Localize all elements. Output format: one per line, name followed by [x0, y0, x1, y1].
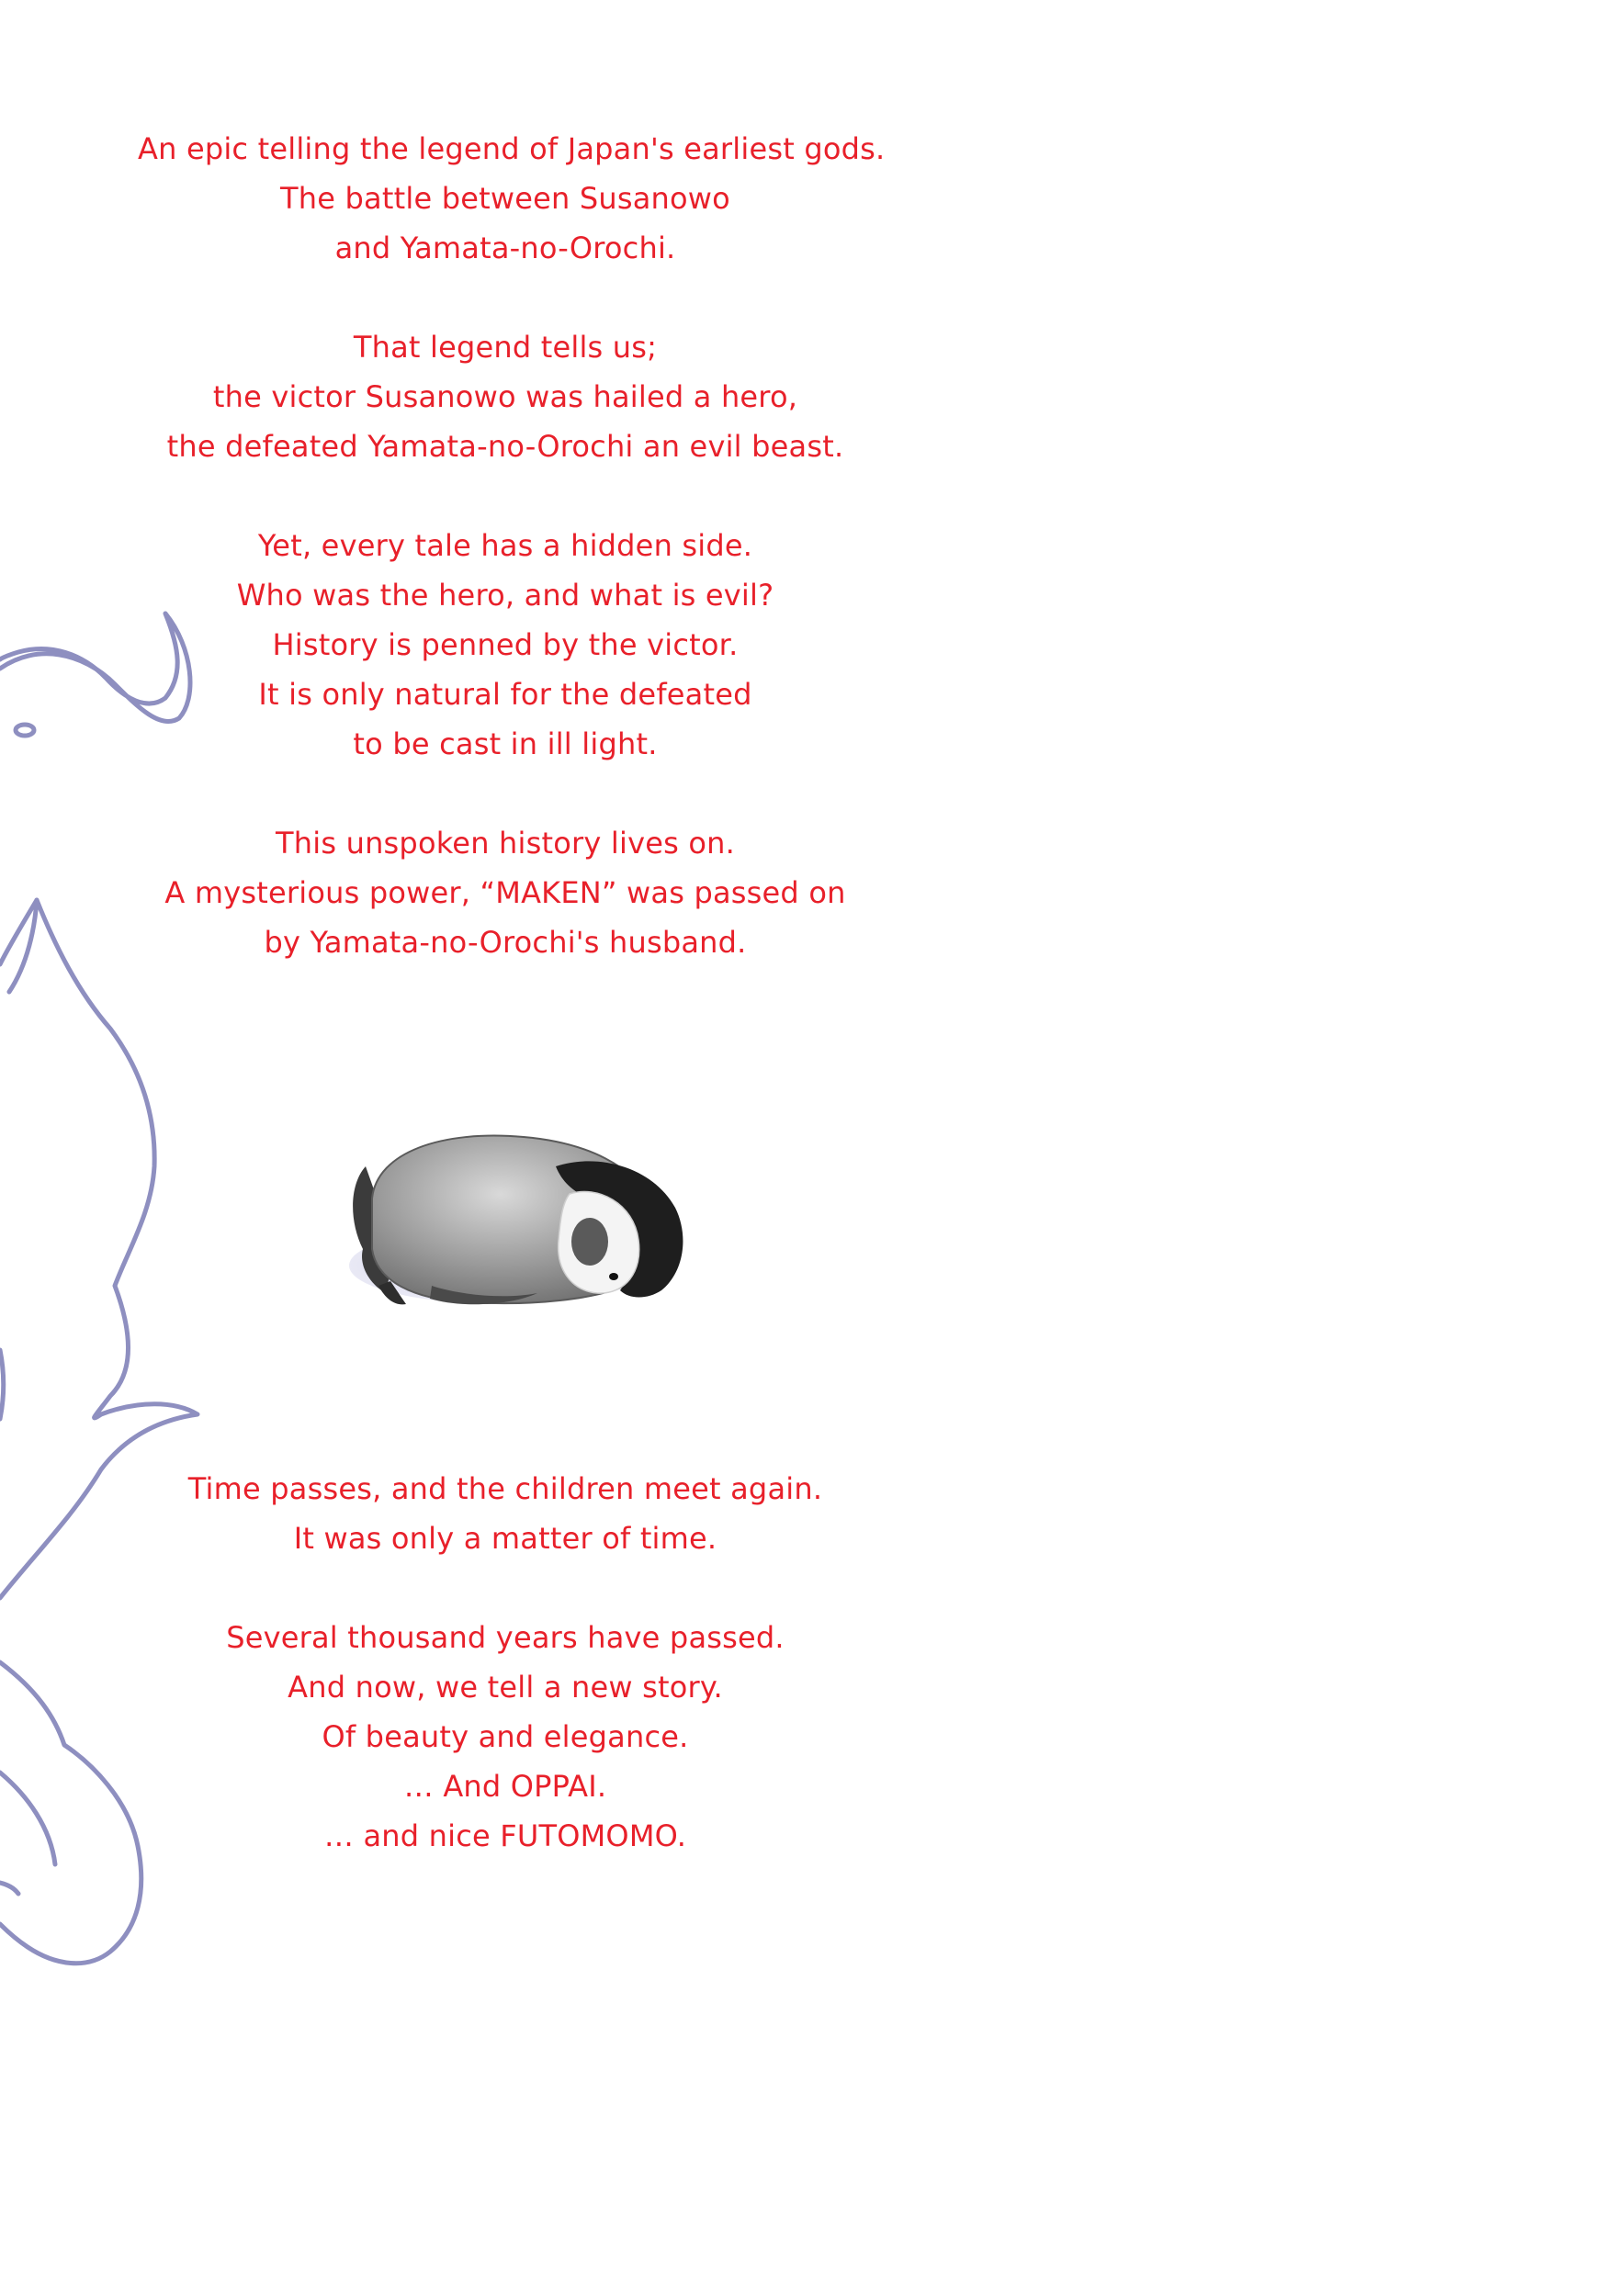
text-line: to be cast in ill light.: [353, 726, 658, 761]
text-line: The battle between Susanowo: [280, 181, 730, 216]
text-line: … And OPPAI.: [403, 1769, 607, 1804]
text-line: Of beauty and elegance.: [322, 1719, 689, 1754]
text-line: It is only natural for the defeated: [258, 677, 752, 712]
text-line: … and nice FUTOMOMO.: [323, 1818, 687, 1853]
text-line: An epic telling the legend of Japan's earliest gods.: [138, 131, 886, 166]
text-line: Yet, every tale has a hidden side.: [257, 528, 753, 563]
text-line: Who was the hero, and what is evil?: [236, 578, 774, 613]
text-line: This unspoken history lives on.: [276, 826, 735, 861]
sketch-hair-strand: [9, 900, 37, 992]
text-line: History is penned by the victor.: [272, 627, 739, 662]
intro-stanza-1: [138, 124, 886, 273]
outro-stanza-1: [138, 1464, 873, 1563]
sketch-lower-tick: [0, 1883, 18, 1894]
intro-text-block: [138, 124, 886, 1017]
sketch-lower-form: [0, 1662, 141, 1964]
text-line: It was only a matter of time.: [293, 1521, 717, 1556]
intro-stanza-2: [138, 322, 873, 471]
penguin-eye-patch: [571, 1218, 608, 1266]
intro-stanza-4: [138, 818, 873, 967]
text-line: Time passes, and the children meet again.: [187, 1471, 823, 1506]
penguin-chick-illustration: [322, 1111, 707, 1322]
intro-stanza-3: [138, 521, 873, 769]
outro-stanza-2: [138, 1613, 873, 1861]
sketch-eye-mark: [16, 725, 34, 736]
sketch-hair-strand-lower: [0, 1350, 4, 1419]
text-line: A mysterious power, “MAKEN” was passed on: [164, 875, 846, 910]
sketch-lower-curve: [0, 1773, 55, 1864]
text-line: And now, we tell a new story.: [288, 1670, 723, 1705]
penguin-eye: [609, 1273, 618, 1280]
text-line: That legend tells us;: [353, 330, 658, 365]
outro-text-block: [138, 1464, 873, 1910]
text-line: the victor Susanowo was hailed a hero,: [212, 379, 798, 414]
text-line: the defeated Yamata-no-Orochi an evil beast.: [166, 429, 844, 464]
text-line: and Yamata-no-Orochi.: [334, 231, 676, 265]
text-line: by Yamata-no-Orochi's husband.: [264, 925, 747, 960]
text-line: Several thousand years have passed.: [226, 1620, 785, 1655]
